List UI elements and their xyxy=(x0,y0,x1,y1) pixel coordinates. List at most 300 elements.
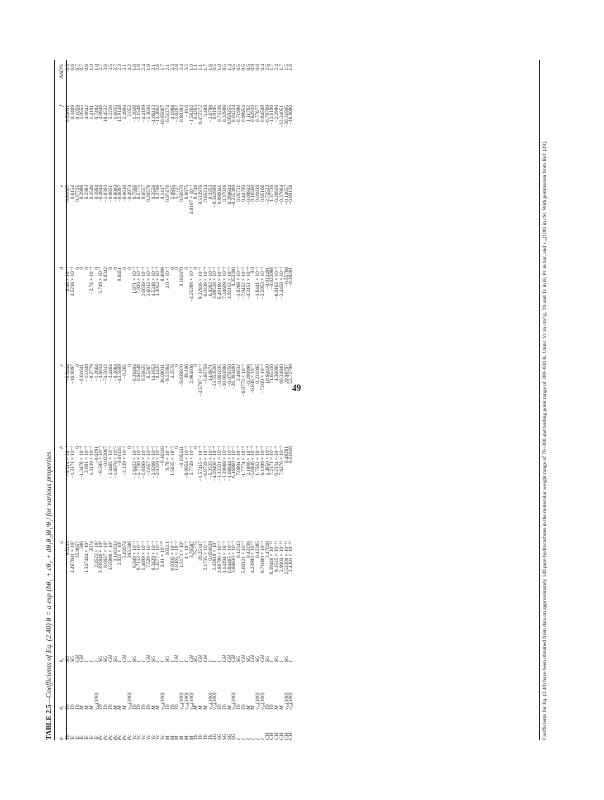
table-cell: M xyxy=(164,735,171,740)
table-cell: 6.49168 × 10⁻⁵ xyxy=(217,266,223,300)
table-cell: 0 xyxy=(126,266,133,270)
table-cell: M xyxy=(174,735,181,740)
table-cell: 0.37721 xyxy=(74,184,81,202)
table-cell: 0.231095 xyxy=(255,364,261,384)
table-cell: Tc xyxy=(84,735,90,740)
table-cell: 0.3469 xyxy=(69,105,76,120)
table-cell: SG xyxy=(164,655,171,663)
table-cell: 14.1853 xyxy=(150,364,157,381)
table-cell: 5.60121 × 10⁻³ xyxy=(240,541,247,573)
table-cell: 0.1425 xyxy=(155,364,162,379)
table-cell: 1.7 xyxy=(202,64,209,71)
table-cell: Pc xyxy=(117,734,124,740)
table-cell: SG xyxy=(226,733,233,740)
table-cell: −9.53384 xyxy=(164,364,171,384)
table-cell: SG xyxy=(212,733,219,740)
table-cell: 2.5 xyxy=(264,64,271,71)
table-cell: 4.5236 × 10⁻³ xyxy=(69,266,76,297)
table-cell: −0.341800 xyxy=(212,184,219,208)
table-cell: 0.48281 xyxy=(283,446,290,463)
table-cell: −23.553500 xyxy=(212,364,219,390)
table-cell: 2.6 xyxy=(155,64,162,71)
table-cell: 0.7 xyxy=(79,64,86,71)
col-header: c xyxy=(58,364,65,367)
table-cell: −4.66413 xyxy=(150,105,157,125)
table-cell: 4.487601 × 10² xyxy=(69,541,76,573)
table-cell: 3.4 xyxy=(179,64,185,71)
table-cell: Tb xyxy=(145,704,152,710)
table-cell: 2.43810 × 10⁷ xyxy=(212,541,219,571)
table-cell: −1.0268 × 10⁻³ xyxy=(236,266,242,300)
table-cell: −0.55788 xyxy=(283,266,290,287)
table-cell: 2.01 × 10⁻¹⁰ xyxy=(160,541,166,568)
coefficients-table xyxy=(58,60,294,740)
table-caption-text: —Coefficients of Eq. (2.40) θ = a exp (bθ₁ + cθ₂ + dθ₁θ₂)θ₁ᵉθ₂ᶠ for various properties xyxy=(44,451,53,705)
table-cell: 0.7506 xyxy=(131,184,138,200)
table-cell: 0.5 xyxy=(221,64,228,71)
table-cell: SG xyxy=(217,733,223,740)
table-cell: −1.8441 × 10⁻² xyxy=(255,266,261,300)
table-cell: 1.1 xyxy=(193,64,200,71)
table-cell: M xyxy=(274,705,280,710)
table-cell: SG xyxy=(150,655,157,663)
table-cell: 1.8 xyxy=(131,64,138,71)
table-cell: 2.46632 xyxy=(236,364,242,381)
table-cell: 0.77677 xyxy=(255,105,261,122)
table-cell: Vc xyxy=(136,734,143,740)
table-cell: CH xyxy=(174,655,181,663)
table-cell: 71.65310 xyxy=(269,364,276,384)
table-cell: I xyxy=(179,660,185,663)
table-cell: −13.049 xyxy=(84,364,90,382)
table-cell: 2.1 xyxy=(150,64,157,71)
table-cell: 0.01839 xyxy=(255,184,261,202)
table-cell: 1.37730 xyxy=(269,184,276,202)
table-cell: −0.4974 xyxy=(126,184,133,203)
table-cell: 1.11782 xyxy=(245,105,252,122)
table-cell: M xyxy=(155,705,162,710)
table-cell: ν₃₈(100) xyxy=(188,692,195,710)
table-cell: 0.05166 xyxy=(259,184,266,202)
table-cell: 1.3 xyxy=(226,64,233,71)
table-cell: M xyxy=(179,735,185,740)
table-cell: 20.25347 xyxy=(198,541,204,561)
table-cell: SG xyxy=(112,655,119,663)
table-cell: M xyxy=(198,705,204,710)
table-cell: 2.0935 xyxy=(169,184,176,200)
table-cell: 0.1884 xyxy=(93,184,100,200)
table-cell: ν₃₈(100) xyxy=(259,692,266,710)
table-cell: 1.8165 × 10⁻⁵ xyxy=(174,541,181,571)
table-cell: 0.6 xyxy=(69,64,76,71)
table-body xyxy=(66,60,294,740)
table-cell: 2.4 xyxy=(141,64,147,71)
table-cell: 0.3546 xyxy=(88,184,95,200)
table-cell: I xyxy=(240,738,247,740)
table-cell: 9.2334 × 10⁻⁴ xyxy=(274,446,280,476)
table-cell: −0.2779 xyxy=(88,364,95,382)
table-cell: SG xyxy=(193,655,200,663)
table-cell: I xyxy=(207,660,214,663)
table-cell: 6.7112 × 10⁻² xyxy=(136,541,143,571)
table-cell: 6.1399 × 10⁻³ xyxy=(259,446,266,476)
table-cell: 2.001 × 10⁻³ xyxy=(84,446,90,473)
table-cell: −0.265 xyxy=(122,364,128,379)
table-cell: 2.4301 × 10⁻¹² xyxy=(288,541,295,572)
table-cell: CH xyxy=(202,655,209,663)
table-cell: 1.0 xyxy=(88,64,95,71)
table-cell: 12.9148 xyxy=(117,105,124,122)
col-header: f xyxy=(58,105,65,107)
table-cell: 1.6 xyxy=(288,64,295,71)
table-cell: −3.4465 × 10⁻³ xyxy=(107,446,114,479)
table-cell: 0.289844 xyxy=(226,184,233,205)
table-cell: 1.4191 xyxy=(88,105,95,120)
table-cell: 8.9305 × 10⁻⁶ xyxy=(169,541,176,571)
table-cell: Pc xyxy=(112,734,119,740)
table-cell: 0 xyxy=(107,266,114,270)
table-cell: 0.37028 xyxy=(221,184,228,202)
table-cell: 6.89383 xyxy=(179,105,185,122)
table-cell: I xyxy=(217,660,223,663)
table-cell: −4.2451 × 10⁻⁴ xyxy=(245,266,252,300)
table-cell: −0.681635 xyxy=(217,364,223,387)
table-cell: CH xyxy=(145,655,152,663)
table-cell: I xyxy=(255,738,261,740)
table-cell: ν₃₈(100) xyxy=(255,692,261,710)
table-cell: 2074 xyxy=(88,541,95,552)
table-cell: Vc xyxy=(141,734,147,740)
table-cell: 8.39440 × 10⁻¹³ xyxy=(269,541,276,575)
table-cell: −1.7774 × 10⁻⁴ xyxy=(240,446,247,479)
table-cell: 6.84465 × 10⁻² xyxy=(226,541,233,573)
table-cell: 18.4532 xyxy=(103,105,109,122)
table-cell: 53.72790 xyxy=(288,364,295,384)
table-cell: Tc xyxy=(88,735,95,740)
table-cell: 6.0338 × 10⁻⁴ xyxy=(202,266,209,297)
table-cell: 2.0 × 10⁻³ xyxy=(164,266,171,289)
table-cell: I xyxy=(126,660,133,663)
table-cell: 3.5 xyxy=(183,64,190,71)
table-cell: 0.5 xyxy=(65,64,71,71)
table-cell: 0.73238 xyxy=(217,105,223,122)
table-cell: 9.22926 × 10⁻⁶ xyxy=(198,266,204,300)
table-cell: 0.0342 xyxy=(103,266,109,282)
table-cell: Vc xyxy=(155,734,162,740)
table-cell: 0.6154 xyxy=(69,184,76,200)
table-cell: 0 xyxy=(174,446,181,449)
table-cell: 1.7 xyxy=(160,64,166,71)
table-cell: Pc xyxy=(126,734,133,740)
table-cell: 0 xyxy=(84,266,90,270)
table-cell: SG xyxy=(245,655,252,663)
table-cell: 0 xyxy=(193,446,200,449)
table-cell: −0.079250 xyxy=(226,364,233,387)
table-cell: 0 xyxy=(174,266,181,270)
table-cell: I xyxy=(141,660,147,663)
table-cell: 6.0282 × 10⁻³ xyxy=(207,266,214,297)
table-cell: 1.0 xyxy=(188,64,195,71)
table-cell: 2.8 xyxy=(174,64,181,71)
table-cell: 1.0 xyxy=(93,64,100,71)
table-cell: SG xyxy=(264,655,271,663)
table-cell: M xyxy=(79,705,86,710)
table-cell: −5.85759 xyxy=(202,364,209,384)
table-cell: 0 xyxy=(74,364,81,367)
table-cell: 0.51818 xyxy=(288,446,295,463)
col-header: θ xyxy=(58,737,65,740)
table-cell: I xyxy=(155,660,162,663)
table-cell: 0.050629 xyxy=(207,541,214,561)
table-cell: −2.657 × 10⁻³ xyxy=(145,446,152,476)
table-cell: −1.3478 × 10⁻⁴ xyxy=(79,446,86,479)
table-cell: 3.80830 × 10⁻¹ xyxy=(231,541,238,573)
table-cell: CH xyxy=(240,655,247,663)
table-cell: 0.1417 xyxy=(160,184,166,200)
table-cell: 0.2556 xyxy=(150,184,157,200)
table-cell: 8.6927 × 10³ xyxy=(103,541,109,568)
table-cell: 7.920 × 10⁻³ xyxy=(136,266,143,294)
table-cell: −5.6946 × 10⁻⁴ xyxy=(250,446,257,479)
table-cell: −0.01415 xyxy=(117,446,124,466)
col-header: d xyxy=(58,266,65,270)
table-cell: I xyxy=(88,660,95,663)
table-cell: 2.3 xyxy=(169,64,176,71)
table-cell: 2.1735 × 10⁻² xyxy=(202,541,209,571)
table-cell: SG xyxy=(255,655,261,663)
table-cell: SG xyxy=(274,655,280,663)
table-cell: I xyxy=(278,660,285,663)
table-cell: 3.98536 × 10⁻³ xyxy=(212,266,219,299)
table-cell: 0.91548 xyxy=(136,364,143,381)
table-cell: 4.0846 xyxy=(98,105,105,120)
table-cell: −0.16318 xyxy=(160,446,166,466)
table-cell: −0.37884 xyxy=(278,184,285,205)
col-header: b xyxy=(58,446,65,449)
table-cell: Tb xyxy=(202,734,209,740)
table-cell: 4.2 xyxy=(126,64,133,71)
table-cell: 1.0 xyxy=(217,64,223,71)
table-cell: −10.65067 xyxy=(160,105,166,128)
table-cell: 0.0 xyxy=(250,266,257,274)
table-cell: Tb xyxy=(236,704,242,710)
table-cell: −0.0291 xyxy=(93,446,100,464)
table-cell: −8.505 × 10⁻³ xyxy=(98,446,105,476)
table-cell: 0.472372 xyxy=(198,105,204,125)
table-cell: 4.92112 × 10⁻⁵ xyxy=(226,266,233,299)
table-cell: M xyxy=(202,705,209,710)
table-cell: −0.5444 xyxy=(65,364,71,382)
table-cell: −43.5809 xyxy=(117,364,124,384)
table-cell: 3.55896 × 10⁵ xyxy=(107,541,114,571)
col-header: θ₂ xyxy=(58,657,65,663)
table-cell: −0.4844 xyxy=(98,184,105,203)
table-cell: −0.89158 xyxy=(288,184,295,205)
table-cell: 2.1 xyxy=(164,64,171,71)
table-cell: CH xyxy=(198,655,204,663)
table-cell: −8.0182 × 10⁻³ xyxy=(274,266,280,300)
table-cell: −2.2990 xyxy=(274,105,280,123)
table-cell: 393.306 xyxy=(126,541,133,558)
table-caption xyxy=(44,60,53,740)
table-cell: 4.1988 xyxy=(169,105,176,120)
table-cell: I xyxy=(236,738,242,740)
table-cell: −9.638970 xyxy=(179,364,185,387)
table-cell: 0.5775 xyxy=(136,184,143,200)
table-cell: 9.78 × 10⁻⁴ xyxy=(164,446,171,471)
table-cell: −2.4450 × 10⁻² xyxy=(278,266,285,300)
table-cell: CH xyxy=(288,732,295,740)
table-cell: 0.12343 xyxy=(236,541,242,558)
table-cell: I xyxy=(84,660,90,663)
table-cell: 1.3139 × 10⁻³ xyxy=(88,446,95,476)
table-cell: 0.7492 xyxy=(93,105,100,120)
table-cell: 0.253300 xyxy=(231,266,238,287)
table-cell: 2.9004 × 10⁻¹³ xyxy=(278,541,285,572)
table-cell: Pc xyxy=(98,734,105,740)
header-row xyxy=(58,60,66,740)
table-cell: 0.5287 xyxy=(145,364,152,379)
table-cell: −7.9452 × 10⁻⁵ xyxy=(240,266,247,300)
table-cell: 0.82910 xyxy=(250,105,257,122)
table-cell: −1.39868 × 10⁻³ xyxy=(221,446,228,481)
table-cell: 0.5 xyxy=(236,64,242,71)
table-cell: 0 xyxy=(74,266,81,270)
table-cell: −1.3036 xyxy=(145,105,152,123)
table-cell: I xyxy=(169,660,176,663)
table-cell: Tb xyxy=(198,734,204,740)
table-cell: M xyxy=(188,735,195,740)
table-cell: −20.31905 xyxy=(283,105,290,128)
table-cell: Tb xyxy=(174,704,181,710)
table-cell: 60.34940 xyxy=(278,364,285,384)
table-cell: −5.3525 × 10⁻² xyxy=(207,446,214,479)
table-cell: CH xyxy=(226,655,233,663)
table-cell: Tb xyxy=(193,734,200,740)
table-cell: Tb xyxy=(74,704,81,710)
table-cell: 7.34609 × 10⁻³ xyxy=(221,266,228,299)
table-cell: ν₃₈(100) xyxy=(93,692,100,710)
table-cell: −1.68844 × 10⁻³ xyxy=(226,446,233,481)
table-cell: CH xyxy=(250,655,257,663)
table-cell: Vc xyxy=(160,734,166,740)
table-cell: 6.16060 × 10⁻² xyxy=(231,446,238,479)
table-cell: M xyxy=(193,705,200,710)
table-cell: 0 xyxy=(112,266,119,270)
table-cell: M xyxy=(117,705,124,710)
table-cell: CH xyxy=(79,655,86,663)
table-cell: 6.049 × 10⁻² xyxy=(131,541,138,568)
table-cell: 1.5 xyxy=(283,64,290,71)
table-cell: −0.022067 xyxy=(103,446,109,469)
table-cell: ν₃₈(100) xyxy=(160,692,166,710)
table-cell: ν₃₈(100) xyxy=(183,692,190,710)
table-cell: 1.1 xyxy=(198,64,204,71)
table-cell: −2.0319 × 10⁻³ xyxy=(155,446,162,479)
table-cell: 29.98797 xyxy=(283,364,290,384)
table-cell: Tb xyxy=(207,734,214,740)
table-cell: 6.9195 xyxy=(212,105,219,120)
table-cell: −1.58262 xyxy=(188,105,195,125)
table-footnote: Coefficients for Eq. (2.40) have been obtained from data on approximately 140 pure hydrocarbons in the molecular weight range of 70–300 and boiling point range of 300–630 K. Units: Vc in cm³/g, Tb and Tc in K, Pc in bar, and ν₃₈(100) in cSt. With permission from Ref. [29]. xyxy=(542,140,548,740)
table-cell: 2.52300 × 10⁻¹² xyxy=(283,541,290,575)
table-cell: 0.20578 xyxy=(145,184,152,202)
table-cell: −6.8739 × 10⁻⁴ xyxy=(202,446,209,479)
table-cell: 75.775 xyxy=(193,541,200,556)
table-cell: Tb xyxy=(98,704,105,710)
table-cell: −12.34051 xyxy=(278,105,285,128)
table-cell: −2.5953 × 10⁻³ xyxy=(259,266,266,300)
table-cell: 0.42385 xyxy=(255,541,261,558)
table-cell: 0 xyxy=(169,266,176,270)
table-cell: CH xyxy=(264,732,271,740)
table-cell: M xyxy=(183,735,190,740)
table-cell: 2.6012 × 10⁻³ xyxy=(145,266,152,297)
table-cell: 1.7562 × 10⁻⁴ xyxy=(255,446,261,476)
table-cell: M xyxy=(226,705,233,710)
table-cell: 1.3577 × 10⁻¹ xyxy=(155,541,162,571)
table-cell: M xyxy=(250,705,257,710)
table-cell: Tb xyxy=(69,704,76,710)
table-cell: ν₃₈(100) xyxy=(288,692,295,710)
table-cell: 3.195846 × 10⁸ xyxy=(98,541,105,574)
table-cell: −1.2664 xyxy=(93,364,100,382)
table-cell: 1.6015 xyxy=(112,105,119,120)
table-cell: SG xyxy=(131,655,138,663)
table-label: TABLE 2.5 xyxy=(44,704,53,740)
table-cell: −1.2028 xyxy=(131,105,138,123)
table-cell: I xyxy=(117,660,124,663)
table-cell: 0.7 xyxy=(74,64,81,71)
table-cell: −74.5612 xyxy=(103,364,109,384)
table-cell: −6.836 × 10⁻² xyxy=(250,364,257,394)
table-cell: 3.6 xyxy=(103,64,109,71)
table-cell: 2.7 xyxy=(112,64,119,71)
table-cell: 0.2383 xyxy=(84,184,90,200)
table-cell: CH xyxy=(231,655,238,663)
table-cell: 2.052 xyxy=(126,105,133,117)
table-cell: 0.4 xyxy=(259,64,266,71)
table-cell: −4.19400 × 10⁻⁴ xyxy=(212,446,219,482)
table-cell: −10.6 xyxy=(183,105,190,118)
table-cell: 0 xyxy=(193,364,200,367)
table-cell: 3.116.632 xyxy=(112,541,119,562)
table-cell: 2.86706 × 10⁻³ xyxy=(217,541,223,573)
table-cell: 0.162470 xyxy=(179,266,185,287)
table-cell: 0.3706 xyxy=(155,184,162,200)
table-cell: 1.8 xyxy=(136,64,143,71)
table-cell: ν₃₈(100) xyxy=(212,692,219,710)
table-cell: Tc xyxy=(93,735,100,740)
table-cell: −2.74 × 10⁻⁴ xyxy=(88,266,95,295)
table-cell: 3.2226 xyxy=(107,105,114,120)
table-cell: 0.98954 xyxy=(240,105,247,122)
table-cell: −26.393400 xyxy=(231,364,238,390)
table-cell: 0.97476 xyxy=(164,184,171,202)
table-cell: 4.0642 xyxy=(84,105,90,120)
table-cell: 3.7749 × 10⁻³ xyxy=(188,446,195,476)
table-cell: −20.803000 xyxy=(221,364,228,390)
table-cell: 2.4523 × 10² xyxy=(93,541,100,568)
table-cell: 1.7 xyxy=(269,64,276,71)
table-cell: Tb xyxy=(221,704,228,710)
table-cell: −4.8014 xyxy=(98,364,105,382)
table-cell: −0.8851 xyxy=(107,184,114,203)
table-cell: −1.6499 × 10⁻³ xyxy=(141,446,147,479)
table-cell: I xyxy=(259,738,266,740)
table-cell: 0.84599 xyxy=(259,105,266,122)
table-cell: 0.959255 xyxy=(226,105,233,125)
